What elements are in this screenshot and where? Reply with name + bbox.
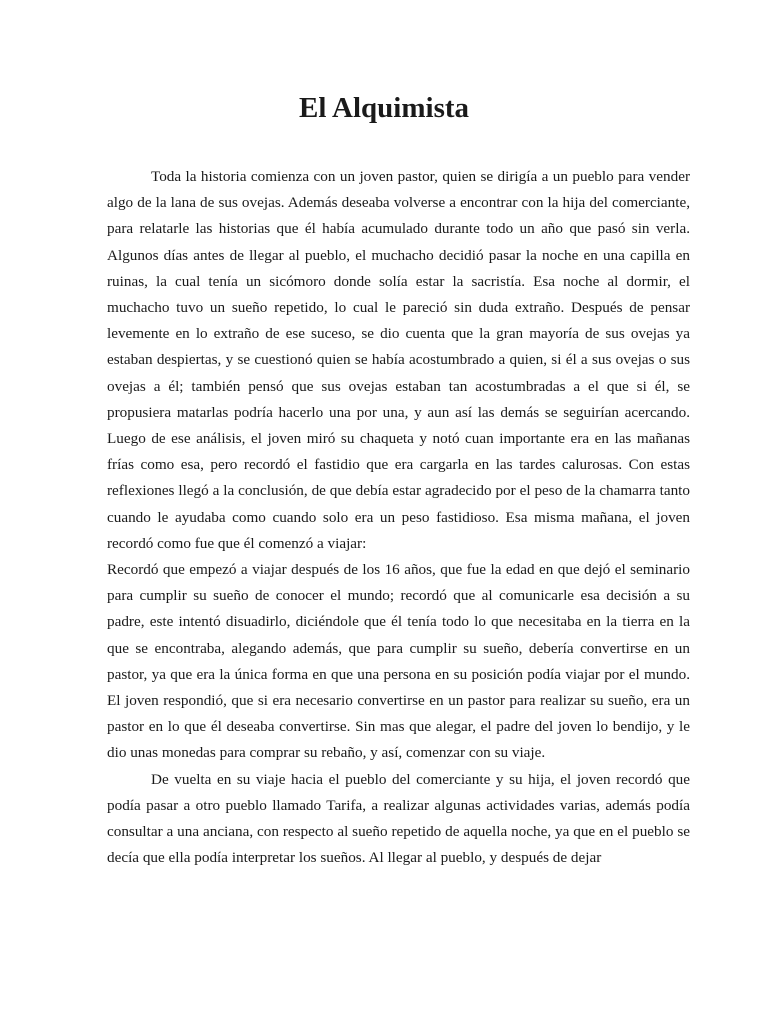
paragraph-3: De vuelta en su viaje hacia el pueblo del comerciante y su hija, el joven recordó que podía pasar a otro pueblo llamado Tarifa, a realizar algunas actividades varias, además podía consultar a una anciana, con respecto al sueño repetido de aquella noche, ya que en el pueblo se decía que ella podía interpretar los sueños. Al llegar al pueblo, y después de dejar <box>107 770 690 867</box>
paragraph-1: Toda la historia comienza con un joven pastor, quien se dirigía a un pueblo para vender algo de la lana de sus ovejas. Además deseaba volverse a encontrar con la hija del comerciante, para relatarle las historias que él había acumulado durante todo un año que pasó sin verla. Algunos días antes de llegar al pueblo, el muchacho decidió pasar la noche en una capilla en ruinas, la cual tenía un sicómoro donde solía estar la sacristía. Esa noche al dormir, el muchacho tuvo un sueño repetido, lo cual le pareció sin duda extraño. Después de pensar levemente en lo extraño de ese suceso, se dio cuenta que la gran mayoría de sus ovejas ya estaban despiertas, y se cuestionó quien se había acostumbrado a quien, si él a sus ovejas o sus ovejas a él; también pensó que sus ovejas estaban tan acostumbradas a el que si él, se propusiera matarlas podría hacerlo una por una, y aun así las demás se seguirían acercando. Luego de ese análisis, el joven miró su chaqueta y notó cuan importante era en las mañanas frías como esa, pero recordó el fastidio que era cargarla en las tardes calurosas. Con estas reflexiones llegó a la conclusión, de que debía estar agradecido por el peso de la chamarra tanto cuando le ayudaba como cuando solo era un peso fastidioso. Esa misma mañana, el joven recordó como fue que él comenzó a viajar: <box>107 168 690 552</box>
paragraph-2: Recordó que empezó a viajar después de los 16 años, que fue la edad en que dejó el seminario para cumplir su sueño de conocer el mundo; recordó que al comunicarle esa decisión a su padre, este intentó disuadirlo, diciéndole que él tenía todo lo que necesitaba en la tierra en la que se encontraba, alegando además, que para cumplir su sueño, debería convertirse en un pastor, ya que era la única forma en que una persona en su posición podía viajar por el mundo. El joven respondió, que si era necesario convertirse en un pastor para realizar su sueño, era un pastor en lo que él deseaba convertirse. Sin mas que alegar, el padre del joven lo bendijo, y le dio unas monedas para comprar su rebaño, y así, comenzar con su viaje. <box>107 561 690 762</box>
document-title: El Alquimista <box>298 92 470 124</box>
document-body <box>107 164 690 871</box>
